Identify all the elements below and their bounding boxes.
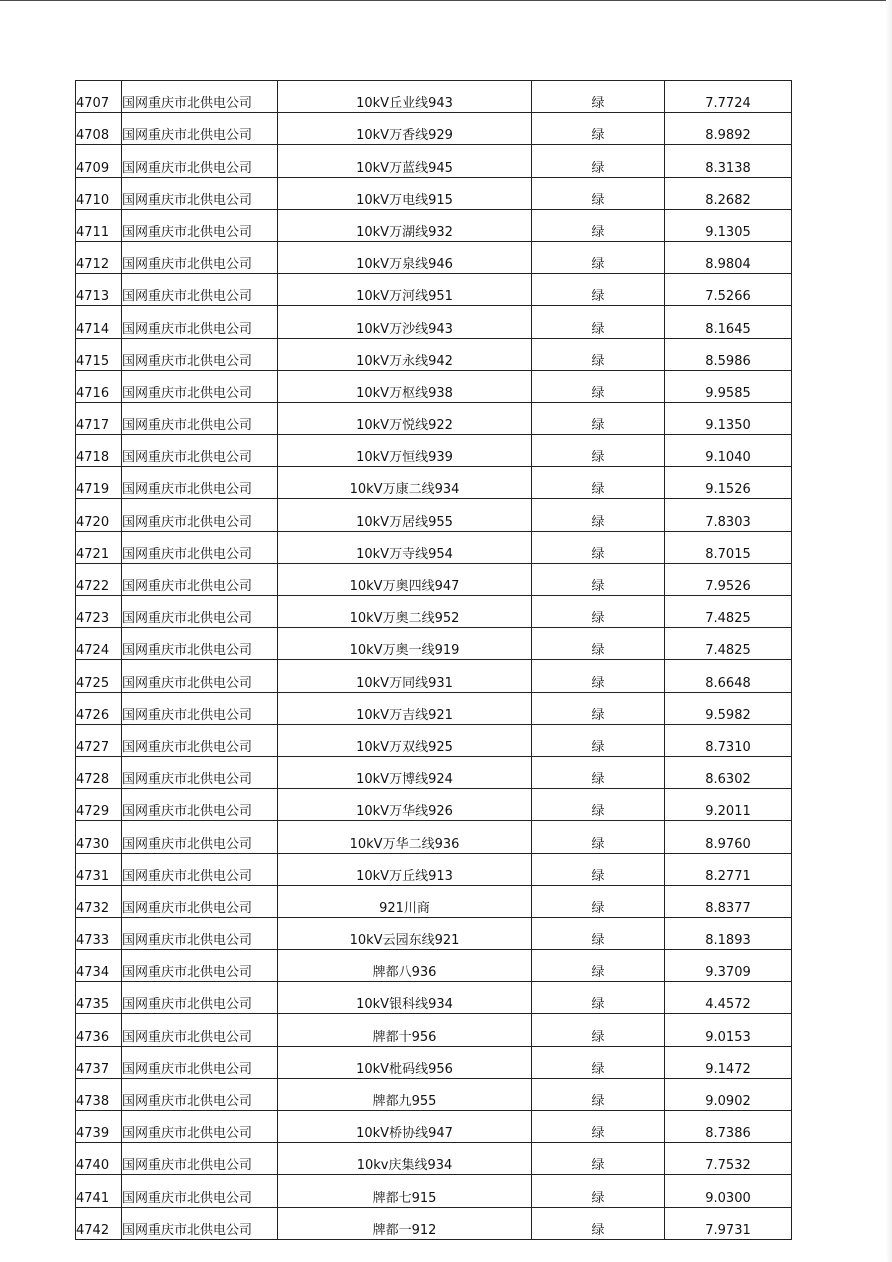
- cell-value: 8.7310: [665, 724, 792, 756]
- cell-color-grade: 绿: [532, 917, 665, 949]
- cell-line-name: 10kV万永线942: [278, 338, 532, 370]
- cell-color-grade: 绿: [532, 177, 665, 209]
- cell-value: 9.1472: [665, 1046, 792, 1078]
- cell-company: 国网重庆市北供电公司: [122, 306, 278, 338]
- cell-value: 8.5986: [665, 338, 792, 370]
- cell-value: 8.2682: [665, 177, 792, 209]
- table-row: [76, 1175, 792, 1207]
- table-row: [76, 724, 792, 756]
- cell-company: 国网重庆市北供电公司: [122, 177, 278, 209]
- cell-color-grade: 绿: [532, 402, 665, 434]
- table-row: [76, 982, 792, 1014]
- cell-id: 4726: [76, 692, 122, 724]
- cell-company: 国网重庆市北供电公司: [122, 1014, 278, 1046]
- cell-color-grade: 绿: [532, 563, 665, 595]
- cell-id: 4728: [76, 756, 122, 788]
- table-row: [76, 1046, 792, 1078]
- cell-line-name: 10kV万双线925: [278, 724, 532, 756]
- cell-line-name: 10kV万沙线943: [278, 306, 532, 338]
- cell-id: 4719: [76, 467, 122, 499]
- cell-line-name: 牌都十956: [278, 1014, 532, 1046]
- cell-color-grade: 绿: [532, 692, 665, 724]
- cell-line-name: 牌都八936: [278, 950, 532, 982]
- cell-color-grade: 绿: [532, 853, 665, 885]
- cell-company: 国网重庆市北供电公司: [122, 145, 278, 177]
- table-row: [76, 145, 792, 177]
- cell-line-name: 10kV万河线951: [278, 274, 532, 306]
- cell-company: 国网重庆市北供电公司: [122, 692, 278, 724]
- cell-line-name: 10kV万寺线954: [278, 531, 532, 563]
- cell-value: 7.5266: [665, 274, 792, 306]
- cell-value: 7.8303: [665, 499, 792, 531]
- table-row: [76, 113, 792, 145]
- cell-color-grade: 绿: [532, 274, 665, 306]
- cell-color-grade: 绿: [532, 821, 665, 853]
- cell-value: 9.1040: [665, 435, 792, 467]
- cell-company: 国网重庆市北供电公司: [122, 467, 278, 499]
- cell-value: 9.1305: [665, 209, 792, 241]
- page-top-rule: [0, 0, 892, 1]
- cell-company: 国网重庆市北供电公司: [122, 1046, 278, 1078]
- cell-value: 8.9804: [665, 241, 792, 273]
- cell-color-grade: 绿: [532, 1175, 665, 1207]
- cell-id: 4709: [76, 145, 122, 177]
- cell-line-name: 10kV万吉线921: [278, 692, 532, 724]
- table-row: [76, 435, 792, 467]
- cell-color-grade: 绿: [532, 628, 665, 660]
- cell-company: 国网重庆市北供电公司: [122, 402, 278, 434]
- cell-id: 4725: [76, 660, 122, 692]
- cell-value: 8.3138: [665, 145, 792, 177]
- table-row: [76, 692, 792, 724]
- cell-color-grade: 绿: [532, 1078, 665, 1110]
- cell-line-name: 牌都九955: [278, 1078, 532, 1110]
- cell-color-grade: 绿: [532, 241, 665, 273]
- cell-id: 4708: [76, 113, 122, 145]
- cell-line-name: 牌都七915: [278, 1175, 532, 1207]
- cell-value: 8.2771: [665, 853, 792, 885]
- table-row: [76, 950, 792, 982]
- cell-line-name: 10kV万枢线938: [278, 370, 532, 402]
- cell-color-grade: 绿: [532, 467, 665, 499]
- cell-company: 国网重庆市北供电公司: [122, 1078, 278, 1110]
- table-row: [76, 1014, 792, 1046]
- cell-id: 4741: [76, 1175, 122, 1207]
- table-row: [76, 789, 792, 821]
- cell-id: 4716: [76, 370, 122, 402]
- cell-color-grade: 绿: [532, 1014, 665, 1046]
- cell-line-name: 10kV丘业线943: [278, 81, 532, 113]
- cell-line-name: 10kV万香线929: [278, 113, 532, 145]
- cell-id: 4737: [76, 1046, 122, 1078]
- table-row: [76, 917, 792, 949]
- cell-company: 国网重庆市北供电公司: [122, 1111, 278, 1143]
- cell-id: 4740: [76, 1143, 122, 1175]
- cell-color-grade: 绿: [532, 982, 665, 1014]
- cell-company: 国网重庆市北供电公司: [122, 950, 278, 982]
- cell-company: 国网重庆市北供电公司: [122, 113, 278, 145]
- cell-value: 7.9526: [665, 563, 792, 595]
- cell-color-grade: 绿: [532, 306, 665, 338]
- cell-company: 国网重庆市北供电公司: [122, 724, 278, 756]
- cell-line-name: 10kV万湖线932: [278, 209, 532, 241]
- cell-color-grade: 绿: [532, 756, 665, 788]
- cell-color-grade: 绿: [532, 1143, 665, 1175]
- cell-value: 8.9892: [665, 113, 792, 145]
- cell-color-grade: 绿: [532, 950, 665, 982]
- cell-value: 9.0902: [665, 1078, 792, 1110]
- cell-value: 9.0300: [665, 1175, 792, 1207]
- table-row: [76, 596, 792, 628]
- cell-id: 4742: [76, 1207, 122, 1239]
- cell-color-grade: 绿: [532, 81, 665, 113]
- table-row: [76, 467, 792, 499]
- cell-id: 4727: [76, 724, 122, 756]
- cell-company: 国网重庆市北供电公司: [122, 885, 278, 917]
- table-row: [76, 628, 792, 660]
- cell-line-name: 10kV万恒线939: [278, 435, 532, 467]
- cell-id: 4717: [76, 402, 122, 434]
- cell-company: 国网重庆市北供电公司: [122, 81, 278, 113]
- table-row: [76, 370, 792, 402]
- cell-line-name: 10kV云园东线921: [278, 917, 532, 949]
- cell-company: 国网重庆市北供电公司: [122, 628, 278, 660]
- cell-line-name: 10kV万悦线922: [278, 402, 532, 434]
- cell-id: 4735: [76, 982, 122, 1014]
- cell-company: 国网重庆市北供电公司: [122, 563, 278, 595]
- cell-id: 4724: [76, 628, 122, 660]
- cell-id: 4710: [76, 177, 122, 209]
- cell-value: 8.7386: [665, 1111, 792, 1143]
- cell-line-name: 10kV万博线924: [278, 756, 532, 788]
- page-edge-shadow: [886, 0, 892, 1262]
- cell-value: 9.3709: [665, 950, 792, 982]
- cell-value: 7.4825: [665, 628, 792, 660]
- cell-value: 8.1893: [665, 917, 792, 949]
- cell-value: 8.7015: [665, 531, 792, 563]
- cell-line-name: 10kV万华线926: [278, 789, 532, 821]
- cell-line-name: 10kV万泉线946: [278, 241, 532, 273]
- cell-id: 4723: [76, 596, 122, 628]
- cell-id: 4707: [76, 81, 122, 113]
- cell-value: 8.9760: [665, 821, 792, 853]
- cell-line-name: 921川商: [278, 885, 532, 917]
- table-row: [76, 821, 792, 853]
- cell-color-grade: 绿: [532, 660, 665, 692]
- cell-value: 9.1526: [665, 467, 792, 499]
- cell-value: 7.7532: [665, 1143, 792, 1175]
- cell-color-grade: 绿: [532, 145, 665, 177]
- table-row: [76, 1143, 792, 1175]
- cell-color-grade: 绿: [532, 435, 665, 467]
- table-row: [76, 1078, 792, 1110]
- table-row: [76, 531, 792, 563]
- cell-id: 4738: [76, 1078, 122, 1110]
- cell-id: 4733: [76, 917, 122, 949]
- cell-value: 4.4572: [665, 982, 792, 1014]
- table-row: [76, 209, 792, 241]
- cell-color-grade: 绿: [532, 596, 665, 628]
- cell-id: 4730: [76, 821, 122, 853]
- cell-color-grade: 绿: [532, 1046, 665, 1078]
- table-row: [76, 1207, 792, 1239]
- cell-value: 9.5982: [665, 692, 792, 724]
- cell-company: 国网重庆市北供电公司: [122, 499, 278, 531]
- table-row: [76, 338, 792, 370]
- table-row: [76, 306, 792, 338]
- cell-id: 4739: [76, 1111, 122, 1143]
- cell-color-grade: 绿: [532, 338, 665, 370]
- cell-company: 国网重庆市北供电公司: [122, 596, 278, 628]
- cell-value: 8.1645: [665, 306, 792, 338]
- cell-company: 国网重庆市北供电公司: [122, 1143, 278, 1175]
- cell-company: 国网重庆市北供电公司: [122, 241, 278, 273]
- cell-value: 7.7724: [665, 81, 792, 113]
- cell-line-name: 10kV桥协线947: [278, 1111, 532, 1143]
- cell-value: 7.4825: [665, 596, 792, 628]
- table-row: [76, 853, 792, 885]
- cell-line-name: 牌都一912: [278, 1207, 532, 1239]
- cell-id: 4729: [76, 789, 122, 821]
- cell-id: 4711: [76, 209, 122, 241]
- cell-id: 4722: [76, 563, 122, 595]
- cell-line-name: 10kV万居线955: [278, 499, 532, 531]
- cell-value: 9.9585: [665, 370, 792, 402]
- cell-value: 8.6648: [665, 660, 792, 692]
- data-table: [75, 80, 792, 1240]
- cell-value: 8.8377: [665, 885, 792, 917]
- cell-line-name: 10kV万同线931: [278, 660, 532, 692]
- cell-company: 国网重庆市北供电公司: [122, 1207, 278, 1239]
- table-row: [76, 274, 792, 306]
- cell-company: 国网重庆市北供电公司: [122, 435, 278, 467]
- cell-value: 8.6302: [665, 756, 792, 788]
- cell-line-name: 10kV万奥二线952: [278, 596, 532, 628]
- cell-id: 4736: [76, 1014, 122, 1046]
- cell-company: 国网重庆市北供电公司: [122, 789, 278, 821]
- table-row: [76, 660, 792, 692]
- cell-company: 国网重庆市北供电公司: [122, 1175, 278, 1207]
- table-row: [76, 81, 792, 113]
- cell-id: 4712: [76, 241, 122, 273]
- cell-id: 4715: [76, 338, 122, 370]
- table-row: [76, 402, 792, 434]
- cell-id: 4720: [76, 499, 122, 531]
- cell-color-grade: 绿: [532, 370, 665, 402]
- cell-id: 4718: [76, 435, 122, 467]
- cell-company: 国网重庆市北供电公司: [122, 531, 278, 563]
- cell-color-grade: 绿: [532, 113, 665, 145]
- cell-id: 4721: [76, 531, 122, 563]
- cell-color-grade: 绿: [532, 789, 665, 821]
- cell-color-grade: 绿: [532, 499, 665, 531]
- cell-line-name: 10kV万蓝线945: [278, 145, 532, 177]
- cell-company: 国网重庆市北供电公司: [122, 209, 278, 241]
- cell-color-grade: 绿: [532, 1207, 665, 1239]
- cell-company: 国网重庆市北供电公司: [122, 660, 278, 692]
- cell-color-grade: 绿: [532, 885, 665, 917]
- cell-line-name: 10kV万康二线934: [278, 467, 532, 499]
- cell-line-name: 10kv庆集线934: [278, 1143, 532, 1175]
- cell-company: 国网重庆市北供电公司: [122, 917, 278, 949]
- table-row: [76, 177, 792, 209]
- cell-company: 国网重庆市北供电公司: [122, 756, 278, 788]
- table-row: [76, 885, 792, 917]
- table-row: [76, 756, 792, 788]
- cell-company: 国网重庆市北供电公司: [122, 338, 278, 370]
- cell-company: 国网重庆市北供电公司: [122, 821, 278, 853]
- cell-value: 9.0153: [665, 1014, 792, 1046]
- cell-company: 国网重庆市北供电公司: [122, 982, 278, 1014]
- cell-company: 国网重庆市北供电公司: [122, 853, 278, 885]
- cell-line-name: 10kV万电线915: [278, 177, 532, 209]
- cell-id: 4713: [76, 274, 122, 306]
- cell-line-name: 10kV万奥四线947: [278, 563, 532, 595]
- cell-company: 国网重庆市北供电公司: [122, 274, 278, 306]
- cell-value: 9.1350: [665, 402, 792, 434]
- table-row: [76, 563, 792, 595]
- table-row: [76, 499, 792, 531]
- cell-line-name: 10kV银科线934: [278, 982, 532, 1014]
- cell-line-name: 10kV万丘线913: [278, 853, 532, 885]
- cell-line-name: 10kV万奥一线919: [278, 628, 532, 660]
- cell-id: 4734: [76, 950, 122, 982]
- cell-id: 4714: [76, 306, 122, 338]
- cell-value: 9.2011: [665, 789, 792, 821]
- cell-id: 4731: [76, 853, 122, 885]
- cell-line-name: 10kV万华二线936: [278, 821, 532, 853]
- cell-color-grade: 绿: [532, 531, 665, 563]
- cell-line-name: 10kV枇码线956: [278, 1046, 532, 1078]
- cell-color-grade: 绿: [532, 1111, 665, 1143]
- cell-company: 国网重庆市北供电公司: [122, 370, 278, 402]
- table-body: [76, 81, 792, 1240]
- table-row: [76, 241, 792, 273]
- cell-value: 7.9731: [665, 1207, 792, 1239]
- cell-id: 4732: [76, 885, 122, 917]
- table-row: [76, 1111, 792, 1143]
- cell-color-grade: 绿: [532, 724, 665, 756]
- cell-color-grade: 绿: [532, 209, 665, 241]
